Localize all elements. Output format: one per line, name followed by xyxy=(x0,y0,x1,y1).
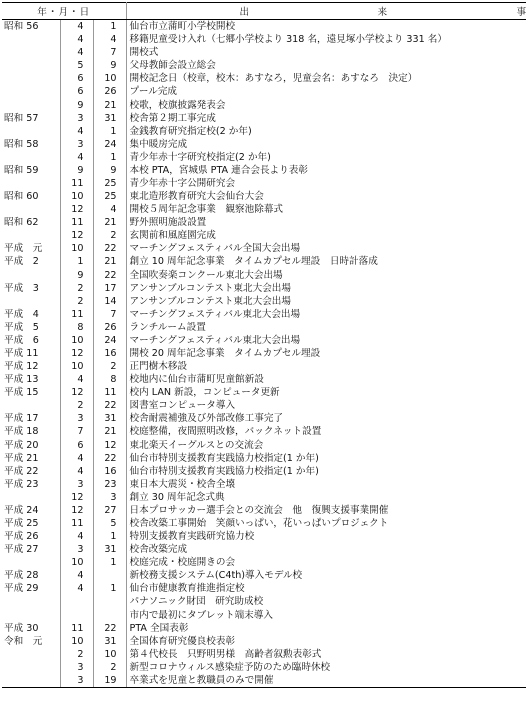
era-cell xyxy=(2,556,60,569)
day-cell: 2 xyxy=(93,360,126,373)
era-cell xyxy=(2,151,60,164)
table-row xyxy=(2,556,526,569)
day-cell: 26 xyxy=(93,321,126,334)
event-cell: 校歌，校旗披露発表会 xyxy=(129,99,226,111)
event-cell: 開校式 xyxy=(129,47,159,59)
day-cell: 16 xyxy=(93,347,126,360)
month-cell: 10 xyxy=(60,556,93,569)
month-cell: 8 xyxy=(60,321,93,334)
event-cell: 日本プロサッカー選手会との交流会 他 復興支援事業開催 xyxy=(129,504,389,516)
era-cell: 平成 4 xyxy=(2,308,60,321)
day-cell: 1 xyxy=(93,556,126,569)
event-cell: 青少年赤十字公開研究会 xyxy=(129,177,236,189)
event-cell: 仙台市特別支援教育実践協力校指定(1 か年) xyxy=(129,465,319,477)
day-cell: 2 xyxy=(93,229,126,242)
month-cell: 6 xyxy=(60,72,93,85)
event-cell: 本校 PTA，宮城県 PTA 連合会長より表彰 xyxy=(129,164,308,176)
day-cell: 11 xyxy=(93,386,126,399)
day-cell: 31 xyxy=(93,112,126,125)
era-cell: 平成 29 xyxy=(2,582,60,595)
month-cell: 12 xyxy=(60,491,93,504)
month-cell: 4 xyxy=(60,582,93,595)
month-cell: 3 xyxy=(60,661,93,674)
era-cell: 昭和 59 xyxy=(2,164,60,177)
era-cell: 平成 3 xyxy=(2,282,60,295)
era-cell: 昭和 62 xyxy=(2,216,60,229)
era-cell: 平成 23 xyxy=(2,478,60,491)
era-cell: 平成 15 xyxy=(2,386,60,399)
month-cell: 11 xyxy=(60,622,93,635)
table-row xyxy=(2,530,526,543)
era-cell: 平成 12 xyxy=(2,360,60,373)
month-cell: 10 xyxy=(60,360,93,373)
era-cell: 平成 5 xyxy=(2,321,60,334)
table-row xyxy=(2,334,526,347)
event-cell: 仙台市健康教育推進指定校 xyxy=(129,583,245,595)
day-cell: 22 xyxy=(93,242,126,255)
event-cell: 新校務支援システム(C4th)導入モデル校 xyxy=(129,570,303,582)
month-cell: 10 xyxy=(60,242,93,255)
day-cell: 25 xyxy=(93,190,126,203)
era-cell xyxy=(2,33,60,46)
day-cell: 24 xyxy=(93,138,126,151)
table-row xyxy=(2,138,526,151)
era-cell: 昭和 56 xyxy=(2,20,60,34)
day-cell: 8 xyxy=(93,373,126,386)
table-row xyxy=(2,517,526,530)
era-cell: 令和 元 xyxy=(2,635,60,648)
month-cell: 12 xyxy=(60,229,93,242)
era-cell xyxy=(2,491,60,504)
era-cell xyxy=(2,661,60,674)
era-cell xyxy=(2,648,60,661)
era-cell: 平成 6 xyxy=(2,334,60,347)
event-cell: 校舎改築完成 xyxy=(129,544,188,556)
event-cell: 青少年赤十字研究校指定(2 か年) xyxy=(129,151,271,163)
table-row xyxy=(2,478,526,491)
day-cell: 7 xyxy=(93,308,126,321)
month-cell: 3 xyxy=(60,478,93,491)
day-cell: 10 xyxy=(93,648,126,661)
era-cell: 平成 26 xyxy=(2,530,60,543)
month-cell: 5 xyxy=(60,59,93,72)
table-row xyxy=(2,635,526,648)
day-cell: 19 xyxy=(93,674,126,688)
table-row xyxy=(2,543,526,556)
day-cell: 14 xyxy=(93,295,126,308)
era-cell: 平成 22 xyxy=(2,465,60,478)
month-cell: 12 xyxy=(60,203,93,216)
table-row xyxy=(2,229,526,242)
day-cell xyxy=(93,609,126,622)
day-cell: 26 xyxy=(93,85,126,98)
date-column-header: 年・月・日 xyxy=(2,3,126,20)
table-row xyxy=(2,595,526,608)
era-cell: 平成 25 xyxy=(2,517,60,530)
era-cell xyxy=(2,609,60,622)
month-cell: 6 xyxy=(60,85,93,98)
month-cell: 11 xyxy=(60,216,93,229)
table-row xyxy=(2,609,526,622)
month-cell: 4 xyxy=(60,465,93,478)
era-cell xyxy=(2,268,60,281)
era-cell xyxy=(2,203,60,216)
day-cell xyxy=(93,569,126,582)
table-row xyxy=(2,203,526,216)
day-cell: 25 xyxy=(93,177,126,190)
event-cell: アンサンブルコンテスト東北大会出場 xyxy=(129,295,291,307)
day-cell: 31 xyxy=(93,635,126,648)
era-cell: 昭和 58 xyxy=(2,138,60,151)
event-cell: 新型コロナウィルス感染症予防のため臨時休校 xyxy=(129,661,331,673)
era-cell xyxy=(2,98,60,111)
era-cell xyxy=(2,46,60,59)
era-cell: 平成 24 xyxy=(2,504,60,517)
day-cell: 22 xyxy=(93,452,126,465)
event-cell: 金銭教育研究指定校(2 か年) xyxy=(129,125,252,137)
table-row xyxy=(2,20,526,34)
month-cell: 12 xyxy=(60,504,93,517)
month-cell xyxy=(60,595,93,608)
table-row xyxy=(2,295,526,308)
event-cell: 移籍児童受け入れ（七郷小学校より 318 名，遠見塚小学校より 331 名） xyxy=(129,34,447,46)
event-cell: 正門樹木移設 xyxy=(129,361,188,373)
event-cell: プール完成 xyxy=(129,86,178,98)
event-column-header xyxy=(126,3,526,20)
day-cell: 27 xyxy=(93,504,126,517)
month-cell: 12 xyxy=(60,347,93,360)
table-row xyxy=(2,151,526,164)
day-cell: 1 xyxy=(93,151,126,164)
month-cell: 11 xyxy=(60,177,93,190)
era-cell xyxy=(2,177,60,190)
day-cell: 21 xyxy=(93,425,126,438)
event-cell: 校地内に仙台市蒲町児童館新設 xyxy=(129,374,264,386)
month-cell: 9 xyxy=(60,98,93,111)
table-row xyxy=(2,465,526,478)
table-row xyxy=(2,661,526,674)
month-cell: 4 xyxy=(60,452,93,465)
event-cell: 創立 30 周年記念式典 xyxy=(129,491,225,503)
day-cell: 9 xyxy=(93,164,126,177)
day-cell xyxy=(93,595,126,608)
day-cell: 22 xyxy=(93,622,126,635)
table-row xyxy=(2,255,526,268)
table-row xyxy=(2,190,526,203)
event-cell: マーチングフェスティバル東北大会出場 xyxy=(129,334,301,346)
event-cell: ランチルーム設置 xyxy=(129,321,206,333)
month-cell: 12 xyxy=(60,386,93,399)
era-cell xyxy=(2,399,60,412)
event-cell: 校内 LAN 新設，コンピュータ更新 xyxy=(129,387,280,399)
month-cell: 11 xyxy=(60,517,93,530)
day-cell: 16 xyxy=(93,465,126,478)
table-row xyxy=(2,569,526,582)
table-row xyxy=(2,504,526,517)
era-cell: 平成 27 xyxy=(2,543,60,556)
table-row xyxy=(2,648,526,661)
event-cell: マーチングフェスティバル東北大会出場 xyxy=(129,308,301,320)
event-cell: 仙台市立蒲町小学校開校 xyxy=(129,21,236,33)
era-cell: 平成 17 xyxy=(2,412,60,425)
era-cell xyxy=(2,85,60,98)
table-row xyxy=(2,72,526,85)
event-cell: 東北造形教育研究大会仙台大会 xyxy=(129,191,264,203)
event-cell: 校舎改築工事開始 笑顔いっぱい，花いっぱいプロジェクト xyxy=(129,518,389,529)
event-cell: 校舎第２期工事完成 xyxy=(129,112,216,124)
table-body xyxy=(2,20,526,688)
event-cell: 開校 20 周年記念事業 タイムカプセル埋設 xyxy=(129,347,321,359)
month-cell: 3 xyxy=(60,543,93,556)
event-header-char: 来 xyxy=(377,7,389,18)
month-cell: 3 xyxy=(60,674,93,688)
event-cell: 校庭完成・校庭開きの会 xyxy=(129,557,236,569)
table-row xyxy=(2,452,526,465)
era-cell xyxy=(2,59,60,72)
era-cell xyxy=(2,125,60,138)
month-cell: 4 xyxy=(60,569,93,582)
month-cell: 4 xyxy=(60,125,93,138)
event-cell: PTA 全国表彰 xyxy=(129,622,189,634)
day-cell: 24 xyxy=(93,334,126,347)
event-cell: 全国体育研究優良校表彰 xyxy=(129,635,236,647)
table-header xyxy=(2,3,526,20)
table-row xyxy=(2,125,526,138)
event-cell: 卒業式を児童と教職員のみで開催 xyxy=(126,674,526,688)
month-cell: 9 xyxy=(60,268,93,281)
event-cell: 校舎耐震補強及び外部改修工事完了 xyxy=(129,413,284,425)
month-cell: 10 xyxy=(60,635,93,648)
day-cell: 1 xyxy=(93,582,126,595)
month-cell: 7 xyxy=(60,425,93,438)
era-cell: 平成 20 xyxy=(2,439,60,452)
event-cell: 開校５周年記念事業 観察池除幕式 xyxy=(129,204,284,216)
day-cell: 2 xyxy=(93,661,126,674)
day-cell: 4 xyxy=(93,33,126,46)
table-row xyxy=(2,242,526,255)
era-cell: 平成 18 xyxy=(2,425,60,438)
month-cell: 4 xyxy=(60,46,93,59)
month-cell: 1 xyxy=(60,255,93,268)
era-cell: 平成 21 xyxy=(2,452,60,465)
month-cell: 3 xyxy=(60,138,93,151)
table-row xyxy=(2,439,526,452)
day-cell: 1 xyxy=(93,20,126,34)
event-cell: 父母教師会設立総会 xyxy=(129,60,216,72)
event-cell: 校庭整備，夜間照明改修，バックネット設置 xyxy=(129,426,322,438)
table-row xyxy=(2,360,526,373)
event-cell: パナソニック財団 研究助成校 xyxy=(129,596,264,608)
table-row xyxy=(2,282,526,295)
table-row xyxy=(2,59,526,72)
day-cell: 5 xyxy=(93,517,126,530)
event-cell: 第４代校長 只野明男様 高齢者叙勲表彰式 xyxy=(129,648,322,660)
table-row xyxy=(2,582,526,595)
table-row xyxy=(2,674,526,688)
table-row xyxy=(2,85,526,98)
day-cell: 21 xyxy=(93,255,126,268)
month-cell: 4 xyxy=(60,530,93,543)
day-cell: 21 xyxy=(93,216,126,229)
day-cell: 22 xyxy=(93,399,126,412)
event-header-char: 事 xyxy=(516,7,528,18)
month-cell: 4 xyxy=(60,151,93,164)
table-row xyxy=(2,373,526,386)
era-cell: 平成 28 xyxy=(2,569,60,582)
table-row xyxy=(2,112,526,125)
month-cell: 2 xyxy=(60,282,93,295)
event-cell: アンサンブルコンテスト東北大会出場 xyxy=(129,282,291,294)
table-row xyxy=(2,412,526,425)
day-cell: 1 xyxy=(93,125,126,138)
month-cell: 10 xyxy=(60,190,93,203)
era-cell xyxy=(2,72,60,85)
day-cell: 10 xyxy=(93,72,126,85)
era-cell xyxy=(2,229,60,242)
event-cell: マーチングフェスティバル全国大会出場 xyxy=(129,243,301,255)
table-row xyxy=(2,177,526,190)
day-cell: 31 xyxy=(93,412,126,425)
month-cell: 6 xyxy=(60,439,93,452)
month-cell: 3 xyxy=(60,412,93,425)
day-cell: 12 xyxy=(93,439,126,452)
era-cell xyxy=(2,595,60,608)
table-row xyxy=(2,98,526,111)
month-cell: 9 xyxy=(60,164,93,177)
era-cell: 平成 30 xyxy=(2,622,60,635)
day-cell: 7 xyxy=(93,46,126,59)
era-cell: 昭和 60 xyxy=(2,190,60,203)
month-cell: 2 xyxy=(60,399,93,412)
table-row xyxy=(2,386,526,399)
table-row xyxy=(2,308,526,321)
event-cell: 集中暖房完成 xyxy=(129,138,188,150)
table-row xyxy=(2,321,526,334)
month-cell: 3 xyxy=(60,112,93,125)
era-cell: 平成 13 xyxy=(2,373,60,386)
month-cell xyxy=(60,609,93,622)
era-cell xyxy=(2,295,60,308)
table-row xyxy=(2,216,526,229)
era-cell: 平成 2 xyxy=(2,255,60,268)
event-cell: 野外照明施設設置 xyxy=(129,217,207,229)
event-cell: 市内で最初にタブレット端末導入 xyxy=(129,609,273,621)
event-cell: 創立 10 周年記念事業 タイムカプセル埋設 日時計落成 xyxy=(129,256,378,268)
table-row xyxy=(2,622,526,635)
event-cell: 玄関前和風庭園完成 xyxy=(129,230,216,242)
month-cell: 11 xyxy=(60,308,93,321)
month-cell: 2 xyxy=(60,648,93,661)
table-row xyxy=(2,164,526,177)
table-row xyxy=(2,399,526,412)
era-cell: 平成 11 xyxy=(2,347,60,360)
month-cell: 4 xyxy=(60,373,93,386)
table-row xyxy=(2,425,526,438)
event-cell: 東日本大震災・校舎全壊 xyxy=(129,478,236,490)
day-cell: 22 xyxy=(93,268,126,281)
month-cell: 4 xyxy=(60,20,93,34)
event-cell: 全国吹奏楽コンクール東北大会出場 xyxy=(129,269,283,281)
day-cell: 9 xyxy=(93,59,126,72)
table-row xyxy=(2,33,526,46)
day-cell: 17 xyxy=(93,282,126,295)
era-cell: 平成 元 xyxy=(2,242,60,255)
day-cell: 1 xyxy=(93,530,126,543)
table-row xyxy=(2,347,526,360)
month-cell: 4 xyxy=(60,33,93,46)
era-cell: 昭和 57 xyxy=(2,112,60,125)
event-cell: 東北楽天イーグルスとの交流会 xyxy=(129,439,264,451)
day-cell: 21 xyxy=(93,98,126,111)
table-row xyxy=(2,491,526,504)
era-cell xyxy=(2,674,60,688)
event-cell: 仙台市特別支援教育実践協力校指定(1 か年) xyxy=(129,452,319,464)
history-table xyxy=(2,2,526,688)
day-cell: 23 xyxy=(93,478,126,491)
event-cell: 開校記念日（校章，校木：あすなろ，児童会名：あすなろ 決定） xyxy=(129,73,418,85)
event-cell: 図書室コンピュータ導入 xyxy=(129,400,236,412)
month-cell: 2 xyxy=(60,295,93,308)
event-header-char: 出 xyxy=(239,7,251,18)
day-cell: 4 xyxy=(93,203,126,216)
table-row xyxy=(2,46,526,59)
month-cell: 10 xyxy=(60,334,93,347)
day-cell: 3 xyxy=(93,491,126,504)
event-cell: 特別支援教育実践研究協力校 xyxy=(129,531,255,543)
day-cell: 31 xyxy=(93,543,126,556)
table-row xyxy=(2,268,526,281)
